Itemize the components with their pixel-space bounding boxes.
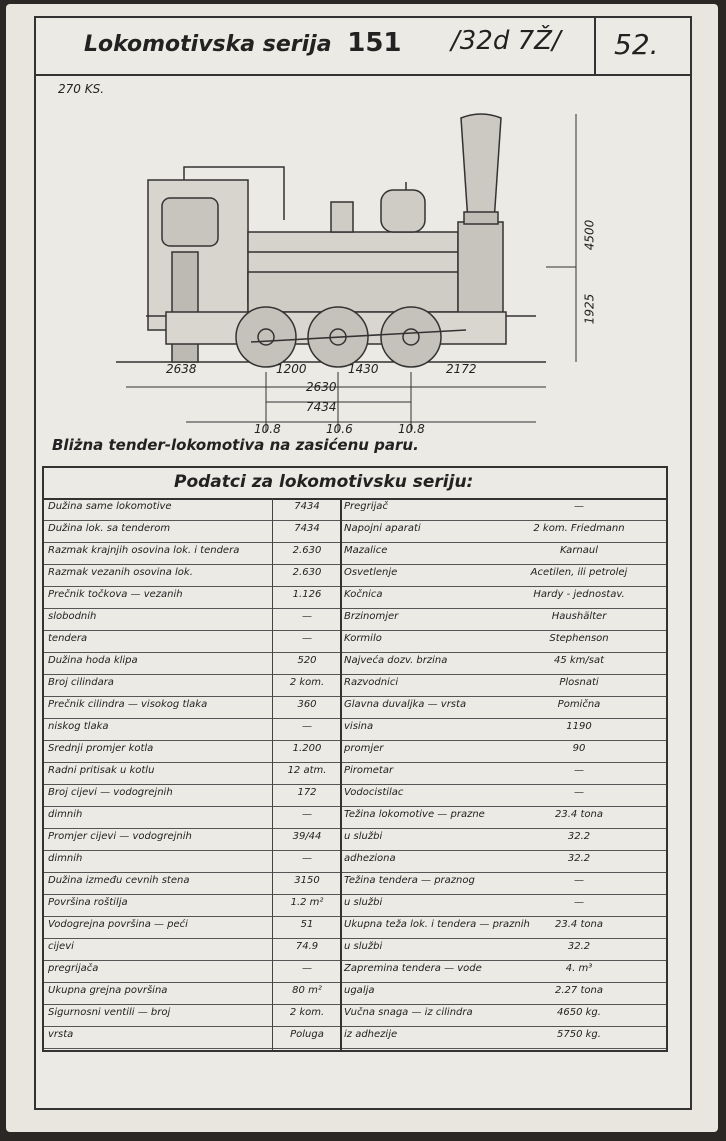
row-label-right: Ukupna teža lok. i tendera — praznih — [344, 919, 530, 930]
row-value-right: 5750 kg. — [557, 1029, 601, 1040]
row-value: 2.630 — [292, 567, 322, 578]
row-value-right: — — [574, 501, 584, 512]
row-label-right: iz adhezije — [344, 1029, 398, 1040]
row-value: — — [302, 809, 312, 820]
row-value-right: 32.2 — [567, 831, 591, 842]
row-label: Broj cilindara — [48, 677, 114, 688]
row-label: dimnih — [48, 809, 83, 820]
table-row — [44, 674, 666, 697]
table-row — [44, 652, 666, 675]
row-value: 39/44 — [292, 831, 322, 842]
row-value: — — [302, 963, 312, 974]
row-label-right: Brzinomjer — [344, 611, 399, 622]
row-label: Razmak krajnjih osovina lok. i tendera — [48, 545, 240, 556]
center-divider — [340, 498, 342, 1050]
table-row — [44, 894, 666, 917]
row-label-right: Napojni aparati — [344, 523, 421, 534]
row-value: 1.2 m² — [290, 897, 324, 908]
row-label-right: Težina lokomotive — prazne — [344, 809, 485, 820]
dim-wheelbase-1: 1200 — [276, 362, 307, 376]
row-label: Ukupna grejna površina — [48, 985, 168, 996]
row-value: 7434 — [294, 501, 320, 512]
row-value: 51 — [300, 919, 314, 930]
axle-load-2: 10.6 — [326, 422, 353, 436]
axle-load-3: 10.8 — [398, 422, 425, 436]
row-value-right: Plosnati — [559, 677, 599, 688]
table-row — [44, 762, 666, 785]
row-value-right: Hardy - jednostav. — [533, 589, 625, 600]
column-divider — [272, 498, 273, 1050]
table-row — [44, 938, 666, 961]
dim-total-wheelbase: 2630 — [306, 380, 337, 394]
row-value: 172 — [297, 787, 317, 798]
row-value-right: Haushälter — [551, 611, 607, 622]
row-label: cijevi — [48, 941, 74, 952]
row-label: Srednji promjer kotla — [48, 743, 154, 754]
row-label-right: visina — [344, 721, 374, 732]
row-value: 74.9 — [295, 941, 319, 952]
table-row — [44, 1004, 666, 1027]
row-label-right: u službi — [344, 941, 383, 952]
table-row — [44, 850, 666, 873]
row-label: Vodogrejna površina — peći — [48, 919, 188, 930]
row-label: Prečnik točkova — vezanih — [48, 589, 183, 600]
row-value-right: — — [574, 765, 584, 776]
table-row — [44, 520, 666, 543]
row-value-right: 4650 kg. — [557, 1007, 601, 1018]
row-value: 520 — [297, 655, 317, 666]
row-label-right: promjer — [344, 743, 384, 754]
row-value-right: 23.4 tona — [555, 809, 603, 820]
page-title — [84, 28, 402, 58]
dim-front-overhang: 2638 — [166, 362, 197, 376]
title-text: Lokomotivska serija — [84, 32, 332, 57]
row-label-right: Razvodnici — [344, 677, 399, 688]
table-row — [44, 564, 666, 587]
row-value: 80 m² — [292, 985, 322, 996]
table-row — [44, 872, 666, 895]
dim-height: 4500 — [582, 219, 597, 251]
row-value-right: 23.4 tona — [555, 919, 603, 930]
row-value: — — [302, 853, 312, 864]
row-label: vrsta — [48, 1029, 74, 1040]
row-value-right: — — [574, 875, 584, 886]
series-code: /32d 7Ž/ — [451, 26, 561, 56]
row-value-right: 2 kom. Friedmann — [533, 523, 625, 534]
row-label-right: ugalja — [344, 985, 375, 996]
table-row — [44, 740, 666, 763]
dim-rear-overhang: 2172 — [446, 362, 477, 376]
row-label-right: Kočnica — [344, 589, 383, 600]
row-value: — — [302, 721, 312, 732]
table-row — [44, 828, 666, 851]
row-value: 360 — [297, 699, 317, 710]
table-row — [44, 982, 666, 1005]
drawing-caption: Bliżna tender-lokomotiva na zasićenu paru. — [52, 436, 419, 454]
row-value-right: 4. m³ — [565, 963, 593, 974]
row-label: Dužina lok. sa tenderom — [48, 523, 171, 534]
row-label-right: Zapremina tendera — vode — [344, 963, 482, 974]
row-value: 1.200 — [292, 743, 322, 754]
table-row — [44, 718, 666, 741]
row-value-right: Pomična — [557, 699, 601, 710]
row-label-right: Pirometar — [344, 765, 394, 776]
table-row — [44, 608, 666, 631]
power-note: 270 KS. — [58, 82, 105, 96]
row-label: Broj cijevi — vodogrejnih — [48, 787, 173, 798]
row-value-right: 1190 — [566, 721, 592, 732]
row-value: 2.630 — [292, 545, 322, 556]
row-label-right: Osvetlenje — [344, 567, 398, 578]
row-value: 7434 — [294, 523, 320, 534]
row-value: 2 kom. — [289, 1007, 325, 1018]
row-label: Površina roštilja — [48, 897, 128, 908]
dim-axis-height: 1925 — [582, 293, 597, 325]
row-value-right: Acetilen, ili petrolej — [530, 567, 628, 578]
row-value-right: 90 — [572, 743, 586, 754]
row-label: Radni pritisak u kotlu — [48, 765, 155, 776]
row-value-right: 2.27 tona — [555, 985, 603, 996]
row-value-right: 45 km/sat — [553, 655, 605, 666]
table-row — [44, 498, 666, 521]
row-value-right: — — [574, 897, 584, 908]
row-label: niskog tlaka — [48, 721, 109, 732]
table-row — [44, 542, 666, 565]
row-label: pregrijača — [48, 963, 99, 974]
series-number: 151 — [347, 28, 402, 58]
row-value-right: — — [574, 787, 584, 798]
row-label-right: Glavna duvaljka — vrsta — [344, 699, 467, 710]
locomotive-data-sheet — [34, 16, 692, 1110]
sheet-number-box — [594, 18, 692, 74]
dim-total-length: 7434 — [306, 400, 337, 414]
row-value: 1.126 — [292, 589, 322, 600]
row-value-right: Karnaul — [559, 545, 599, 556]
row-label-right: adheziona — [344, 853, 396, 864]
row-label: slobodnih — [48, 611, 97, 622]
table-row — [44, 784, 666, 807]
row-label-right: Kormilo — [344, 633, 382, 644]
row-label-right: Vodocistilac — [344, 787, 404, 798]
page — [6, 4, 718, 1132]
row-value: Poluga — [290, 1029, 324, 1040]
row-label: Razmak vezanih osovina lok. — [48, 567, 193, 578]
table-row — [44, 916, 666, 939]
data-table — [42, 466, 668, 1052]
row-value: 2 kom. — [289, 677, 325, 688]
row-value: 3150 — [294, 875, 320, 886]
sheet-number: 52. — [614, 28, 659, 61]
table-row — [44, 630, 666, 653]
row-label-right: Težina tendera — praznog — [344, 875, 475, 886]
table-title: Podatci za lokomotivsku seriju: — [174, 472, 474, 492]
table-row — [44, 806, 666, 829]
row-label-right: Mazalice — [344, 545, 388, 556]
row-label: tendera — [48, 633, 88, 644]
row-label-right: Vučna snaga — iz cilindra — [344, 1007, 473, 1018]
row-label: Prečnik cilindra — visokog tlaka — [48, 699, 208, 710]
table-row — [44, 696, 666, 719]
table-row — [44, 960, 666, 983]
row-label: Sigurnosni ventili — broj — [48, 1007, 171, 1018]
row-value: 12 atm. — [287, 765, 327, 776]
row-label: dimnih — [48, 853, 83, 864]
title-bar — [36, 18, 690, 76]
axle-load-1: 10.8 — [254, 422, 281, 436]
row-label: Dužina same lokomotive — [48, 501, 172, 512]
dim-wheelbase-2: 1430 — [348, 362, 379, 376]
row-label-right: Pregrijač — [344, 501, 388, 512]
table-header — [44, 468, 666, 500]
row-label: Promjer cijevi — vodogrejnih — [48, 831, 192, 842]
row-label: Dužina između cevnih stena — [48, 875, 190, 886]
row-value-right: 32.2 — [567, 941, 591, 952]
table-row — [44, 586, 666, 609]
table-row — [44, 1026, 666, 1049]
row-label: Dužina hoda klipa — [48, 655, 138, 666]
row-label-right: u službi — [344, 831, 383, 842]
locomotive-drawing — [106, 102, 586, 432]
row-value: — — [302, 611, 312, 622]
row-label-right: u službi — [344, 897, 383, 908]
row-label-right: Najveća dozv. brzina — [344, 655, 448, 666]
row-value-right: Stephenson — [549, 633, 609, 644]
row-value-right: 32.2 — [567, 853, 591, 864]
row-value: — — [302, 633, 312, 644]
